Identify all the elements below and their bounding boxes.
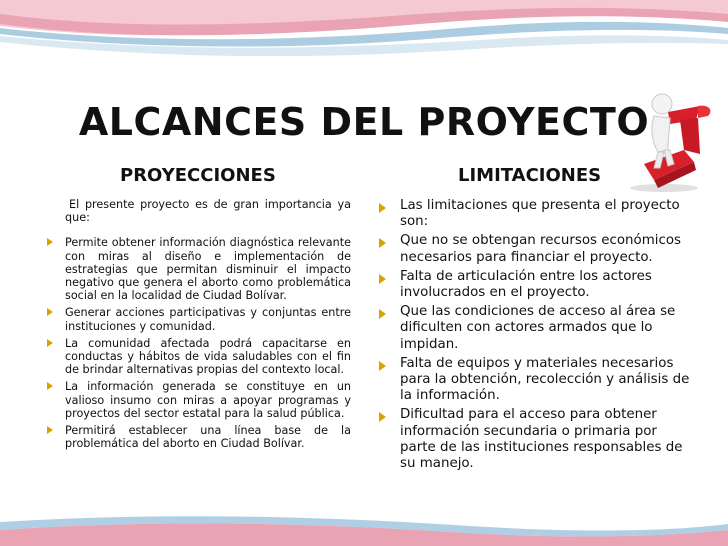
- bottom-wave-decoration: [0, 500, 728, 546]
- bullet-icon: [47, 382, 53, 390]
- proyecciones-column: [47, 198, 351, 454]
- bullet-icon: [47, 426, 53, 434]
- list-item-text: Falta de articulación entre los actores involucrados en el proyecto.: [400, 268, 652, 301]
- slide-title: ALCANCES DEL PROYECTO: [78, 100, 650, 144]
- bullet-icon: [379, 203, 386, 213]
- limitaciones-list: [372, 198, 692, 472]
- list-item: [372, 269, 692, 301]
- list-item-text: La comunidad afectada podrá capacitarse en conductas y hábitos de vida saludables con el fin de brindar alternativas propias del contexto local.: [65, 336, 351, 377]
- bullet-icon: [379, 274, 386, 284]
- bullet-icon: [379, 309, 386, 319]
- proyecciones-heading: PROYECCIONES: [120, 165, 276, 186]
- list-item-text: La información generada se constituye en un valioso insumo con miras a apoyar programas y proyectos del sector estatal para la salud pública.: [65, 380, 351, 420]
- list-item: [47, 306, 351, 332]
- bullet-icon: [47, 339, 53, 347]
- list-item-text: Permitirá establecer una línea base de la problemática del aborto en Ciudad Bolívar.: [65, 424, 351, 451]
- proyecciones-intro: El presente proyecto es de gran importancia ya que:: [65, 198, 351, 225]
- list-item: [372, 356, 692, 405]
- list-item: [47, 380, 351, 420]
- list-item: [47, 337, 351, 377]
- list-item: [47, 236, 351, 302]
- list-item: [372, 233, 692, 265]
- list-item: [47, 424, 351, 450]
- list-item-text: Que las condiciones de acceso al área se dificulten con actores armados que lo impidan.: [400, 304, 676, 352]
- bullet-icon: [379, 238, 386, 248]
- list-item: [372, 407, 692, 472]
- list-item-text: Falta de equipos y materiales necesarios para la obtención, recolección y análisis de la información.: [400, 355, 690, 404]
- list-item: [372, 198, 692, 230]
- bullet-icon: [47, 308, 53, 316]
- bullet-icon: [379, 412, 386, 422]
- list-item-text: Las limitaciones que presenta el proyecto son:: [400, 198, 680, 230]
- list-item-text: Que no se obtengan recursos económicos necesarios para financiar el proyecto.: [400, 233, 682, 265]
- list-item-text: Dificultad para el acceso para obtener información secundaria o primaria por parte de las instituciones responsables de su manejo.: [400, 407, 683, 472]
- proyecciones-list: [47, 236, 351, 450]
- list-item-text: Permite obtener información diagnóstica relevante con miras al diseño e implementación de estrategias que permitan disminuir el impacto negativo que genera el aborto como problemática social en la localidad de Ciudad Bolívar.: [65, 236, 351, 303]
- list-item: [372, 304, 692, 353]
- bullet-icon: [47, 238, 53, 246]
- list-item-text: Generar acciones participativas y conjuntas entre instituciones y comunidad.: [65, 306, 351, 333]
- limitaciones-heading: LIMITACIONES: [458, 165, 602, 186]
- limitaciones-column: [372, 198, 692, 475]
- top-wave-decoration: [0, 0, 728, 70]
- bullet-icon: [379, 361, 386, 371]
